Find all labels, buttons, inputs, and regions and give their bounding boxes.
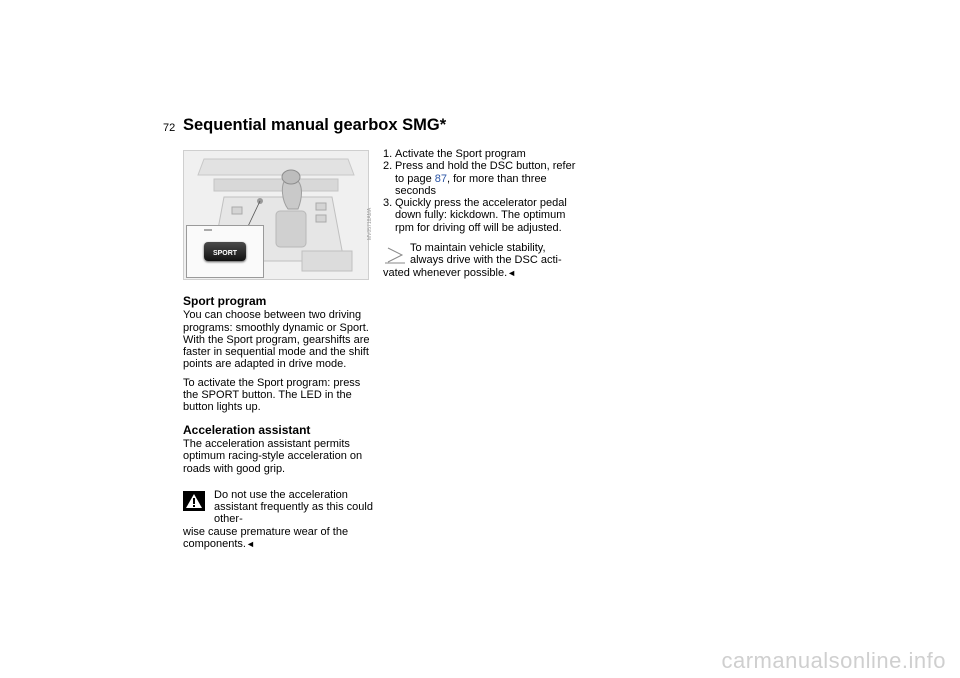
sport-program-para-2: To activate the Sport program: press the SPORT button. The LED in the button lights up. <box>183 376 361 414</box>
steps-list <box>383 148 579 234</box>
step-number: 3. <box>383 197 393 210</box>
sport-button-inset <box>186 225 264 278</box>
hint-note <box>383 242 579 279</box>
warning-text-rest: wise cause premature wear of the components. <box>183 525 349 551</box>
right-column <box>383 148 579 279</box>
step-text-after: , for more than three seconds <box>395 172 547 197</box>
step-text: Activate the Sport program <box>395 148 526 160</box>
left-column <box>183 295 373 550</box>
note-text-first: To maintain vehicle stability, always drive with the DSC acti- <box>410 242 562 267</box>
warning-text-first: Do not use the acceleration assistant frequently as this could other- <box>214 488 373 526</box>
acceleration-assistant-heading: Acceleration assistant <box>183 422 311 437</box>
led-indicator <box>204 229 212 231</box>
step-text: Quickly press the accelerator pedal down fully: kickdown. The optimum rpm for driving off will be adjusted. <box>395 197 567 234</box>
step-number: 2. <box>383 160 393 173</box>
list-item <box>383 148 579 160</box>
gear-selector-figure <box>183 150 369 280</box>
end-mark: ◄ <box>507 267 517 278</box>
watermark: carmanualsonline.info <box>721 648 946 673</box>
sport-button: SPORT <box>204 242 246 261</box>
page-number: 72 <box>163 122 176 134</box>
step-text: Press and hold the DSC button, refer to page <box>395 160 576 185</box>
note-text-rest: vated whenever possible. <box>383 266 508 279</box>
warning-triangle-icon <box>183 491 205 511</box>
acceleration-assistant-para-1: The acceleration assistant permits optimum racing-style acceleration on roads with good grip. <box>183 437 363 475</box>
sport-program-heading: Sport program <box>183 294 267 308</box>
note-arrow-icon <box>384 246 406 264</box>
warning-note <box>183 489 373 550</box>
list-item <box>383 160 579 197</box>
step-number: 1. <box>383 148 393 160</box>
list-item <box>383 197 579 234</box>
page-title: Sequential manual gearbox SMG* <box>183 116 447 134</box>
figure-code: MV05718AMA <box>367 207 373 240</box>
sport-program-para-1: You can choose between two driving programs: smoothly dynamic or Sport. With the Sport program, gearshifts are faster in sequential mode and the shift points are adapted in drive mode. <box>183 309 370 371</box>
end-mark: ◄ <box>245 539 255 550</box>
page-link[interactable]: 87 <box>434 172 448 185</box>
